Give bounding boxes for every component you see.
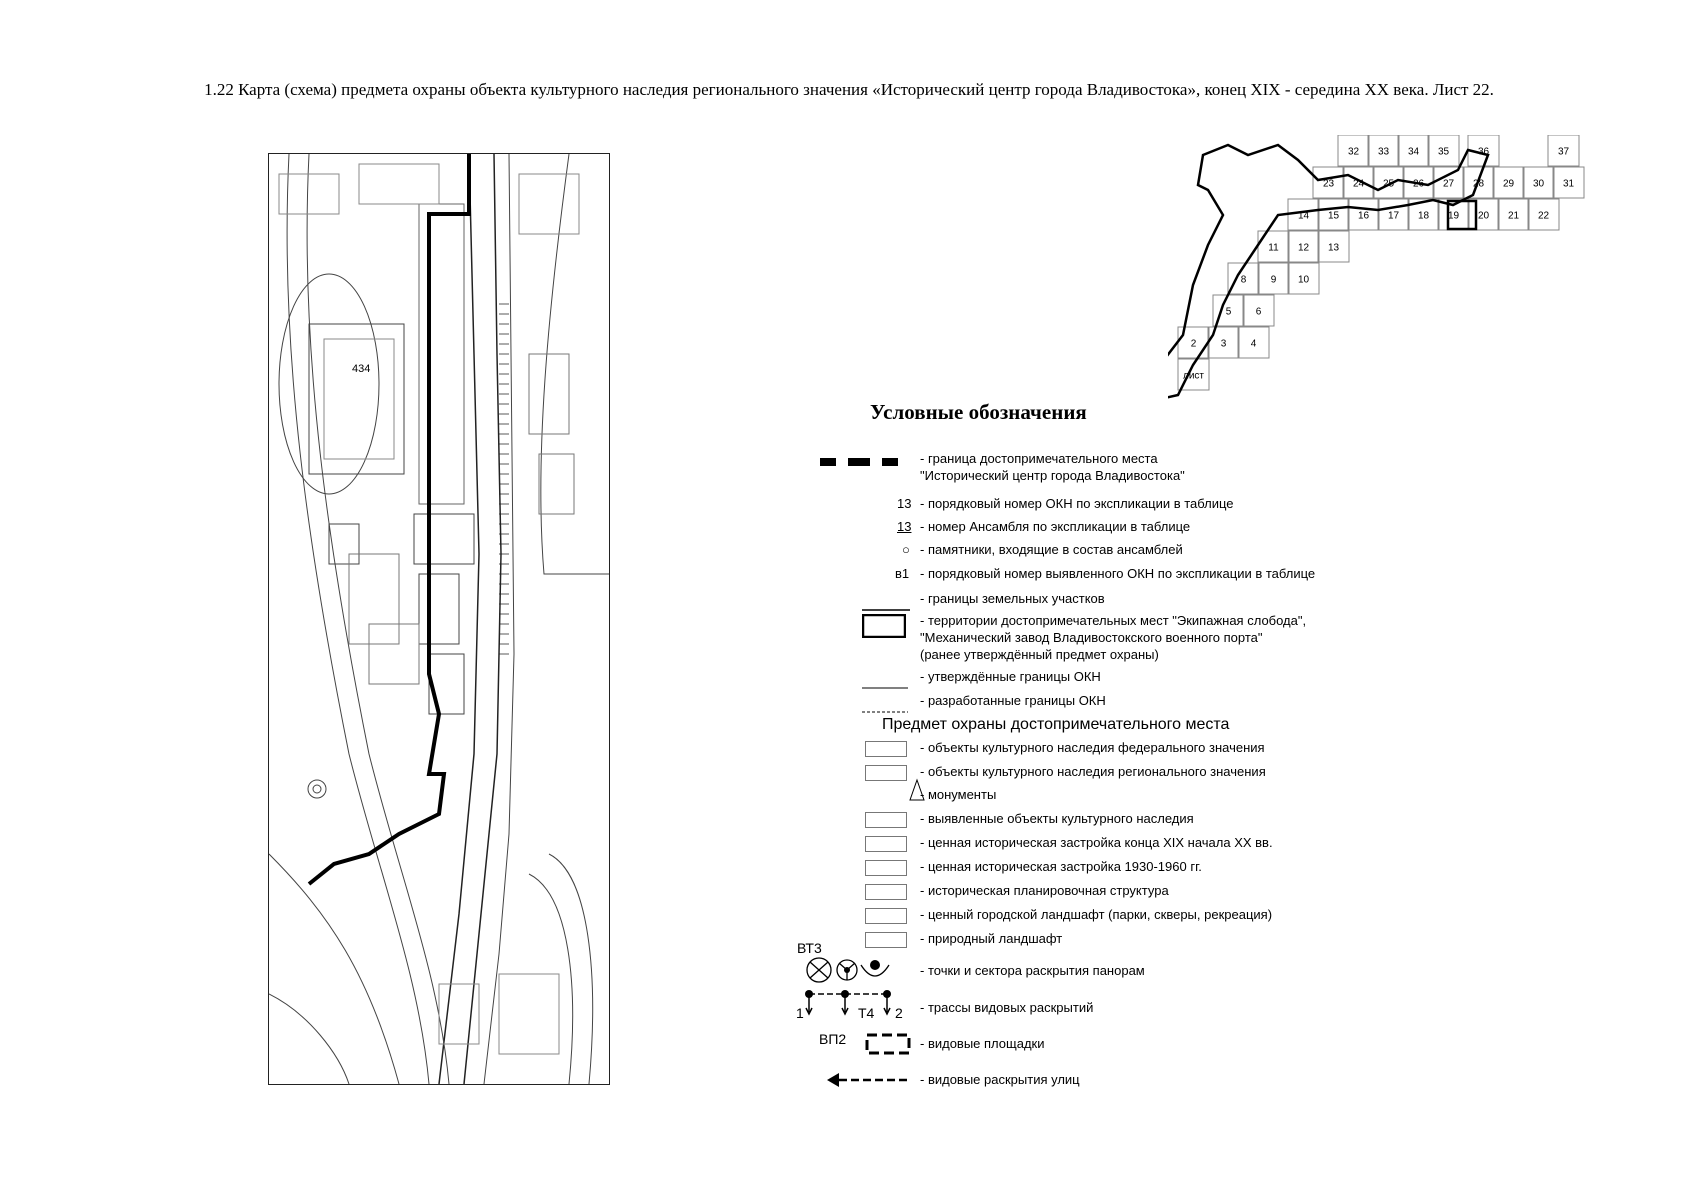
- legend-regional-okn-box: [865, 765, 907, 781]
- legend-panorama-code: ВТ3: [797, 940, 822, 956]
- index-sheet-label: 19: [1447, 210, 1460, 222]
- index-sheet-label: 8: [1240, 274, 1247, 286]
- legend-route-label-t4: Т4: [858, 1005, 875, 1021]
- index-sheet-label: 27: [1442, 178, 1455, 190]
- index-sheet-label: 12: [1297, 242, 1310, 254]
- legend-okn-number-symbol: 13: [897, 496, 912, 511]
- legend-federal-okn-box: [865, 741, 907, 757]
- legend-ensemble-monument-symbol: ○: [902, 542, 910, 557]
- index-sheet-label: 36: [1477, 146, 1490, 158]
- heritage-boundary-line: [309, 154, 469, 884]
- legend-approved-boundary-line: [862, 677, 910, 695]
- legend-approved-boundary-label: - утверждённые границы ОКН: [920, 669, 1101, 684]
- legend-natural-landscape-box: [865, 932, 907, 948]
- index-sheet-label: 22: [1537, 210, 1550, 222]
- legend-sight-territory-symbol: [862, 614, 906, 643]
- legend-identified-objects-box: [865, 812, 907, 828]
- map-panel[interactable]: [268, 153, 610, 1085]
- legend-buildings-1930-box: [865, 860, 907, 876]
- legend-street-views-label: - видовые раскрытия улиц: [920, 1072, 1080, 1087]
- legend-heritage-boundary-label: - граница достопримечательного места: [920, 451, 1158, 466]
- legend-identified-objects-label: - выявленные объекты культурного наследия: [920, 811, 1194, 826]
- map-drawing: [269, 154, 609, 1084]
- legend-urban-landscape-box: [865, 908, 907, 924]
- index-sheet-label: 24: [1352, 178, 1365, 190]
- index-sheet-label: 35: [1437, 146, 1450, 158]
- index-sheet-label: 37: [1557, 146, 1570, 158]
- index-sheet-label: 32: [1347, 146, 1360, 158]
- index-sheet-label: 20: [1477, 210, 1490, 222]
- legend-ensemble-monument-label: - памятники, входящие в состав ансамблей: [920, 542, 1183, 557]
- index-sheet-label: 34: [1407, 146, 1420, 158]
- index-sheet-label: 29: [1502, 178, 1515, 190]
- index-sheet-label: 10: [1297, 274, 1310, 286]
- index-sheet-label: 2: [1190, 338, 1197, 350]
- index-sheet-label: 15: [1327, 210, 1340, 222]
- page-title: 1.22 Карта (схема) предмета охраны объекта культурного наследия регионального значения «Исторический центр города Владивостока», конец XIX - середина XX века. Лист 22.: [204, 80, 1494, 99]
- map-parcel-number: 434: [352, 363, 371, 375]
- legend-sight-territory-label: - территории достопримечательных мест "Экипажная слобода",: [920, 613, 1307, 628]
- view-routes-icon: [797, 988, 907, 1027]
- legend-viewing-platform-label: - видовые площадки: [920, 1036, 1045, 1051]
- legend-identified-okn-label: - порядковый номер выявленного ОКН по экспликации в таблице: [920, 566, 1316, 581]
- street-view-arrow-icon: [825, 1071, 909, 1094]
- legend-planning-structure-box: [865, 884, 907, 900]
- index-sheet-label: 18: [1417, 210, 1430, 222]
- legend-sight-territory-label-3: (ранее утверждённый предмет охраны): [920, 647, 1159, 662]
- index-sheet-label: 9: [1270, 274, 1277, 286]
- index-sheet-label: 21: [1507, 210, 1520, 222]
- viewing-platform-icon: [865, 1033, 911, 1060]
- legend-natural-landscape-label: - природный ландшафт: [920, 931, 1063, 946]
- index-sheet-label: лист: [1182, 370, 1205, 382]
- legend-monument-label: - монументы: [920, 787, 997, 802]
- legend-ensemble-number-symbol: 13: [897, 519, 912, 534]
- index-sheet-label: 4: [1250, 338, 1257, 350]
- legend-land-parcel-label: - границы земельных участков: [920, 591, 1105, 606]
- index-sheet-label: 26: [1412, 178, 1425, 190]
- index-sheet-label: 31: [1562, 178, 1575, 190]
- legend-designed-boundary-label: - разработанные границы ОКН: [920, 693, 1106, 708]
- legend-panorama-label: - точки и сектора раскрытия панорам: [920, 963, 1145, 978]
- index-sheet-label: 11: [1268, 242, 1279, 254]
- legend-heritage-boundary-label-2: "Исторический центр города Владивостока": [920, 468, 1185, 483]
- index-sheet-label: 23: [1322, 178, 1335, 190]
- legend-title: Условные обозначения: [870, 400, 1087, 424]
- legend-platform-code: ВП2: [819, 1031, 847, 1047]
- legend-historic-buildings-label: - ценная историческая застройка конца XIX начала XX вв.: [920, 835, 1273, 850]
- index-sheet-label: 17: [1387, 210, 1400, 222]
- legend-regional-okn-label: - объекты культурного наследия регионального значения: [920, 764, 1266, 779]
- index-sheet-label: 5: [1225, 306, 1232, 318]
- sheet-index-map[interactable]: [1168, 135, 1588, 440]
- legend-route-label-1: 1: [796, 1005, 804, 1021]
- index-sheet-label: 3: [1220, 338, 1227, 350]
- legend-historic-buildings-box: [865, 836, 907, 852]
- legend-route-label-2: 2: [895, 1005, 903, 1021]
- legend-planning-structure-label: - историческая планировочная структура: [920, 883, 1169, 898]
- legend-view-routes-label: - трассы видовых раскрытий: [920, 1000, 1094, 1015]
- index-sheet-label: 25: [1382, 178, 1395, 190]
- legend-sight-territory-label-2: "Механический завод Владивостокского военного порта": [920, 630, 1263, 645]
- legend-section-title: Предмет охраны достопримечательного места: [882, 716, 1230, 733]
- index-sheet-label: 13: [1327, 242, 1340, 254]
- panorama-points-icon: [805, 955, 900, 990]
- index-sheet-label: 33: [1377, 146, 1390, 158]
- legend-okn-number-label: - порядковый номер ОКН по экспликации в таблице: [920, 496, 1234, 511]
- legend-federal-okn-label: - объекты культурного наследия федерального значения: [920, 740, 1265, 755]
- index-sheet-label: 30: [1532, 178, 1545, 190]
- index-sheet-label: 14: [1297, 210, 1310, 222]
- index-sheet-label: 16: [1357, 210, 1370, 222]
- legend-ensemble-number-label: - номер Ансамбля по экспликации в таблице: [920, 519, 1191, 534]
- index-sheet-label: 6: [1255, 306, 1262, 318]
- legend-identified-okn-symbol: в1: [895, 566, 910, 581]
- legend-heritage-boundary-symbol: [820, 455, 910, 473]
- index-sheet-label: 28: [1472, 178, 1485, 190]
- legend-urban-landscape-label: - ценный городской ландшафт (парки, скверы, рекреация): [920, 907, 1273, 922]
- legend-buildings-1930-label: - ценная историческая застройка 1930-1960 гг.: [920, 859, 1202, 874]
